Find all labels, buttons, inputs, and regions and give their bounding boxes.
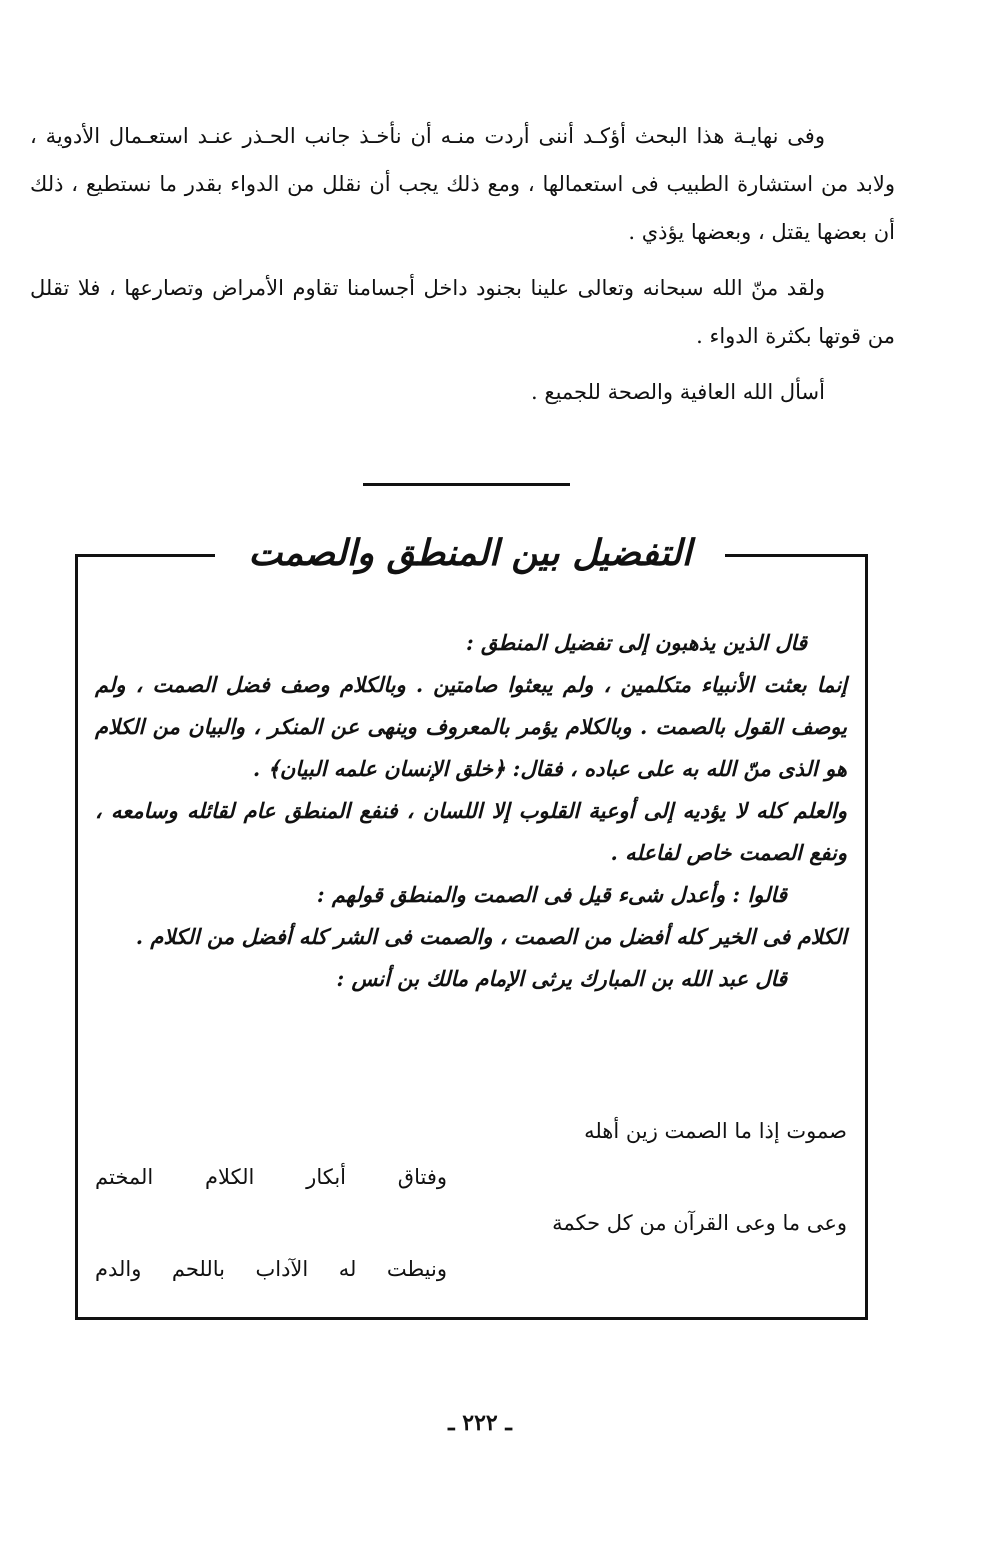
body-line: قال الذين يذهبون إلى تفضيل المنطق : — [465, 630, 807, 655]
poem-verse: ونيطت له الآداب باللحم والدم — [95, 1257, 447, 1281]
page-number: ـ ٢٢٢ ـ — [448, 1410, 512, 1436]
poem-verse: وفتاق أبكار الكلام المختم — [95, 1165, 447, 1189]
section-divider — [363, 483, 570, 486]
section-title: التفضيل بين المنطق والصمت — [215, 524, 725, 582]
poem-attribution: قال عبد الله بن المبارك يرثى الإمام مالك بن أنس : — [336, 966, 787, 991]
poem — [95, 1108, 847, 1292]
intro-paragraph: وفى نهايـة هذا البحث أؤكـد أننى أردت منـه أن نأخـذ جانب الحـذر عنـد استعـمال الأدوية ، ولابد من استشارة الطبيب فى استعمالها ، ومع ذلك يجب أن نقلل من الدواء بقدر ما نستطيع ، ذلك أن بعضها يقتل ، وبعضها يؤذي . — [30, 124, 895, 244]
body-line: قالوا : وأعدل شىء قيل فى الصمت والمنطق قولهم : — [316, 882, 787, 907]
body-paragraph: الكلام فى الخير كله أفضل من الصمت ، والصمت فى الشر كله أفضل من الكلام . — [135, 924, 847, 949]
closing-prayer: أسأل الله العافية والصحة للجميع . — [531, 380, 825, 404]
body-paragraph: والعلم كله لا يؤديه إلى أوعية القلوب إلا اللسان ، فنفع المنطق عام لقائله وسامعه ، ونفع الصمت خاص لفاعله . — [95, 798, 847, 865]
poem-verse: وعى ما وعى القرآن من كل حكمة — [552, 1211, 847, 1235]
intro-paragraph: ولقد منّ الله سبحانه وتعالى علينا بجنود داخل أجسامنا تقاوم الأمراض وتصارعها ، فلا تقلل من قوتها بكثرة الدواء . — [30, 276, 895, 348]
section-body — [95, 622, 847, 1000]
intro-text — [30, 112, 895, 424]
poem-verse: صموت إذا ما الصمت زين أهله — [584, 1119, 847, 1143]
body-paragraph: إنما بعثت الأنبياء متكلمين ، ولم يبعثوا صامتين . وبالكلام وصف فضل الصمت ، ولم يوصف القول بالصمت . وبالكلام يؤمر بالمعروف وينهى عن المنكر ، والبيان من الكلام هو الذى منّ الله به على عباده ، فقال: ﴿خلق الإنسان علمه البيان﴾ . — [95, 672, 847, 781]
